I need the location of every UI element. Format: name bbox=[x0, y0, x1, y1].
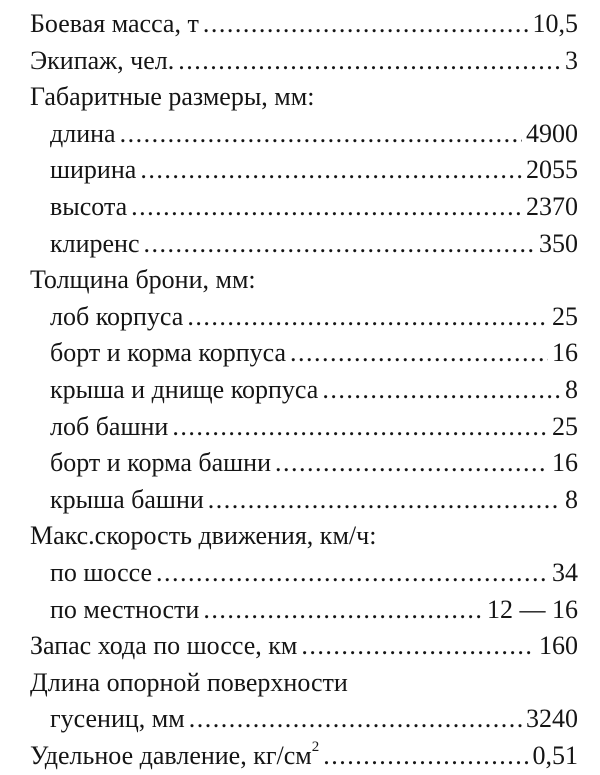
spec-row-combat-weight bbox=[30, 6, 578, 43]
spec-label: лоб башни bbox=[50, 411, 169, 441]
dot-leader bbox=[172, 409, 548, 446]
spec-label: лоб корпуса bbox=[50, 301, 184, 331]
spec-label: гусениц, мм bbox=[50, 704, 185, 734]
spec-row-hull-front bbox=[30, 299, 578, 336]
spec-value: 2370 bbox=[526, 191, 578, 221]
spec-value: 3240 bbox=[526, 704, 578, 734]
spec-heading-dimensions bbox=[30, 79, 578, 116]
dot-leader bbox=[275, 445, 548, 482]
section-heading: Макс.скорость движения, км/ч: bbox=[30, 521, 377, 551]
dot-leader bbox=[120, 116, 522, 153]
spec-label: крыша башни bbox=[50, 484, 204, 514]
spec-row-range-road bbox=[30, 628, 578, 665]
spec-row-hull-side-rear bbox=[30, 335, 578, 372]
dot-leader bbox=[189, 701, 522, 738]
spec-heading-track-length bbox=[30, 665, 578, 702]
spec-value: 16 bbox=[552, 338, 578, 368]
section-heading: Габаритные размеры, мм: bbox=[30, 82, 315, 112]
spec-value: 8 bbox=[565, 484, 578, 514]
spec-label: крыша и днище корпуса bbox=[50, 374, 319, 404]
dot-leader bbox=[323, 738, 528, 775]
spec-list bbox=[30, 6, 578, 774]
dot-leader bbox=[187, 299, 548, 336]
superscript: 2 bbox=[311, 739, 320, 756]
spec-value: 25 bbox=[552, 301, 578, 331]
spec-label bbox=[30, 738, 319, 775]
spec-label: по местности bbox=[50, 594, 200, 624]
dot-leader bbox=[131, 189, 522, 226]
spec-heading-armor bbox=[30, 262, 578, 299]
spec-row-hull-roof-bottom bbox=[30, 372, 578, 409]
spec-value: 160 bbox=[539, 631, 578, 661]
spec-row-ground-pressure bbox=[30, 738, 578, 775]
spec-value: 10,5 bbox=[532, 9, 578, 38]
dot-leader bbox=[290, 335, 548, 372]
dot-leader bbox=[140, 152, 522, 189]
spec-value: 25 bbox=[552, 411, 578, 441]
dot-leader bbox=[203, 592, 483, 629]
section-heading: Длина опорной поверхности bbox=[30, 667, 348, 697]
spec-label-text: Удельное давление, кг/см bbox=[30, 740, 312, 770]
spec-row-speed-terrain bbox=[30, 592, 578, 629]
dot-leader bbox=[144, 226, 535, 263]
spec-row-track-length bbox=[30, 701, 578, 738]
spec-value: 12 — 16 bbox=[487, 594, 578, 624]
spec-label: по шоссе bbox=[50, 557, 153, 587]
spec-label: длина bbox=[50, 118, 116, 148]
dot-leader bbox=[178, 43, 561, 80]
spec-label: ширина bbox=[50, 155, 137, 185]
spec-label: Экипаж, чел. bbox=[30, 45, 175, 75]
dot-leader bbox=[156, 555, 548, 592]
dot-leader bbox=[322, 372, 561, 409]
spec-value: 2055 bbox=[526, 155, 578, 185]
spec-value: 0,51 bbox=[532, 740, 578, 770]
spec-label: Запас хода по шоссе, км bbox=[30, 631, 298, 661]
spec-row-turret-front bbox=[30, 409, 578, 446]
spec-value: 16 bbox=[552, 448, 578, 478]
spec-label: борт и корма башни bbox=[50, 448, 272, 478]
spec-row-clearance bbox=[30, 226, 578, 263]
spec-row-width bbox=[30, 152, 578, 189]
spec-label: высота bbox=[50, 191, 128, 221]
spec-row-length bbox=[30, 116, 578, 153]
spec-label: Боевая масса, т bbox=[30, 9, 199, 38]
spec-value: 350 bbox=[539, 228, 578, 258]
spec-value: 34 bbox=[552, 557, 578, 587]
spec-row-turret-roof bbox=[30, 482, 578, 519]
spec-row-height bbox=[30, 189, 578, 226]
dot-leader bbox=[203, 6, 529, 43]
spec-row-crew bbox=[30, 43, 578, 80]
spec-value: 3 bbox=[565, 45, 578, 75]
dot-leader bbox=[208, 482, 561, 519]
spec-value: 8 bbox=[565, 374, 578, 404]
spec-row-speed-road bbox=[30, 555, 578, 592]
section-heading: Толщина брони, мм: bbox=[30, 265, 256, 295]
spec-label: борт и корма корпуса bbox=[50, 338, 287, 368]
spec-label: клиренс bbox=[50, 228, 140, 258]
spec-row-turret-side-rear bbox=[30, 445, 578, 482]
dot-leader bbox=[301, 628, 535, 665]
spec-value: 4900 bbox=[526, 118, 578, 148]
spec-heading-speed bbox=[30, 518, 578, 555]
